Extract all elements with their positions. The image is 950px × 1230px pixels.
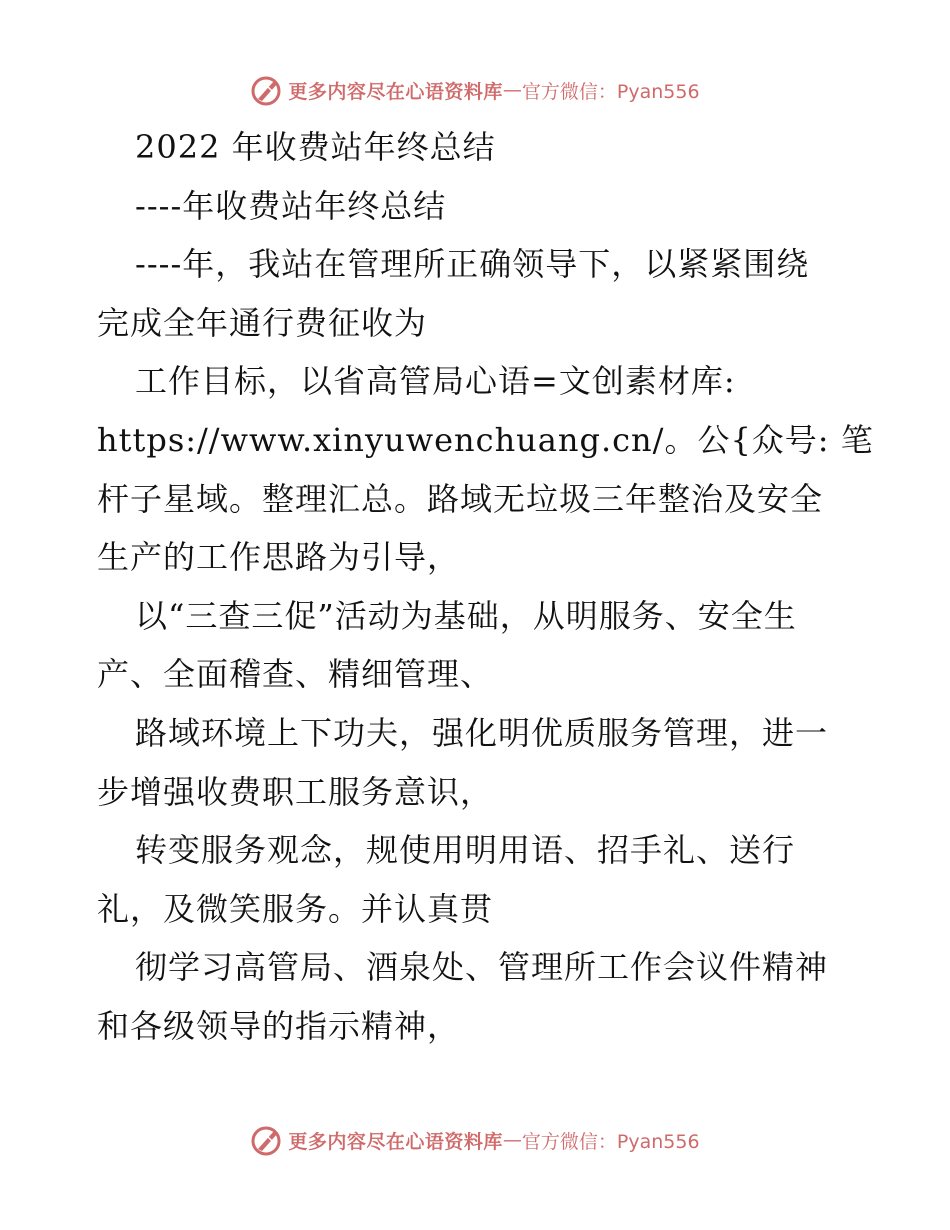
watermark-banner-bottom <box>0 1120 950 1160</box>
watermark-wechat: 官方微信：Pyan556 <box>521 1130 700 1153</box>
paragraph-line: 礼，及微笑服务。并认真贯 <box>97 889 494 928</box>
watermark-text: 更多内容尽在心语资料库 <box>288 1130 503 1153</box>
paragraph-line: 步增强收费职工服务意识， <box>97 772 494 811</box>
paragraph-line: 转变服务观念，规使用明用语、招手礼、送行 <box>135 831 796 870</box>
quill-circle-icon <box>250 1123 284 1157</box>
paragraph-line: 生产的工作思路为引导， <box>97 538 461 577</box>
paragraph-line: 杆子星域。整理汇总。路域无垃圾三年整治及安全 <box>97 479 824 518</box>
paragraph-line: 产、全面稽查、精细管理、 <box>97 655 494 694</box>
paragraph-line: ----年，我站在管理所正确领导下，以紧紧围绕 <box>135 245 810 284</box>
paragraph-line: 彻学习高管局、酒泉处、管理所工作会议件精神 <box>135 948 829 987</box>
watermark-wechat: 官方微信：Pyan556 <box>521 80 700 103</box>
watermark-text: 更多内容尽在心语资料库 <box>288 80 503 103</box>
watermark-banner-top <box>0 70 950 110</box>
paragraph-line: 路域环境上下功夫，强化明优质服务管理，进一 <box>135 713 829 752</box>
paragraph-line: ----年收费站年终总结 <box>135 186 447 225</box>
watermark-separator: — <box>502 1129 522 1151</box>
document-body <box>97 118 874 1056</box>
paragraph-line: 和各级领导的指示精神， <box>97 1006 461 1045</box>
paragraph-line: 工作目标，以省高管局心语=文创素材库: <box>135 362 736 401</box>
quill-circle-icon <box>250 73 284 107</box>
paragraph-line: https://www.xinyuwenchuang.cn/。公{众号: 笔 <box>97 420 874 459</box>
paragraph-line: 以“三查三促”活动为基础，从明服务、安全生 <box>135 596 797 635</box>
document-title: 2022 年收费站年终总结 <box>135 128 496 166</box>
watermark-separator: — <box>502 79 522 101</box>
paragraph-line: 完成全年通行费征收为 <box>97 303 428 342</box>
